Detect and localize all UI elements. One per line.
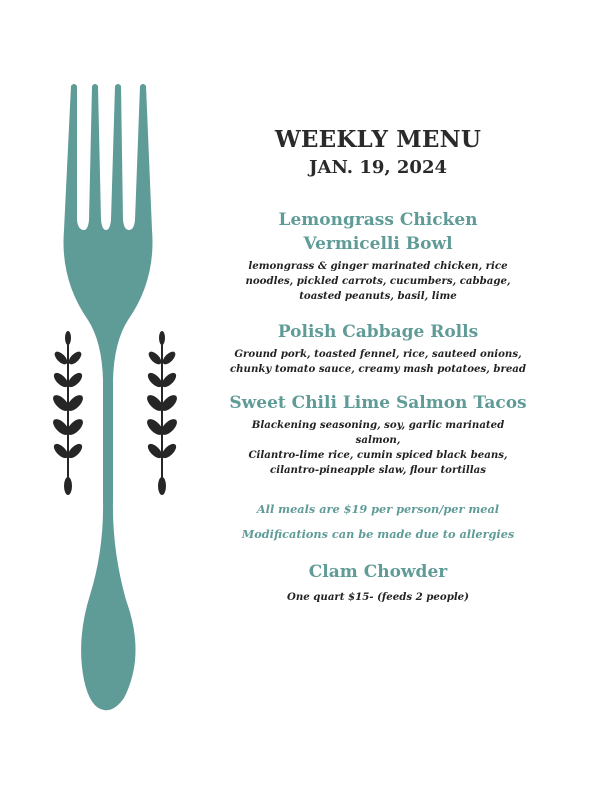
dish-name (228, 208, 528, 256)
menu-date: JAN. 19, 2024 (309, 157, 447, 178)
dish-name-line: Lemongrass Chicken (278, 210, 478, 230)
pricing-note: All meals are $19 per person/per meal (256, 502, 500, 516)
menu-item (228, 560, 528, 605)
dish-description: One quart $15- (feeds 2 people) (286, 591, 469, 603)
dish-description-line: Ground pork, toasted fennel, rice, sauteed onions, (234, 348, 522, 360)
dish-description-line: lemongrass & ginger marinated chicken, rice (248, 260, 508, 272)
dish-name: Sweet Chili Lime Salmon Tacos (229, 393, 527, 413)
menu-item (228, 320, 528, 377)
dish-name: Polish Cabbage Rolls (277, 322, 479, 342)
dish-description-line: cilantro-pineapple slaw, flour tortillas (270, 464, 486, 476)
menu-content (228, 126, 528, 605)
menu-item (228, 391, 528, 478)
dish-description-line: chunky tomato sauce, creamy mash potatoes, bread (229, 363, 527, 375)
menu-item (228, 208, 528, 304)
dish-name: Clam Chowder (308, 562, 448, 582)
dish-description-line: toasted peanuts, basil, lime (299, 290, 457, 302)
leaf-sprig-icon (53, 328, 83, 498)
dish-description (228, 418, 528, 478)
page-title: WEEKLY MENU (274, 126, 482, 153)
leaf-sprig-icon (147, 328, 177, 498)
dish-description-line: Cilantro-lime rice, cumin spiced black beans, (248, 449, 508, 461)
allergy-note: Modifications can be made due to allergies (241, 527, 515, 541)
dish-name-line: Vermicelli Bowl (303, 234, 453, 254)
dish-description-line: Blackening seasoning, soy, garlic marinated salmon, (251, 419, 505, 446)
dish-description (228, 259, 528, 304)
dish-description (228, 347, 528, 377)
dish-description-line: noodles, pickled carrots, cucumbers, cabbage, (245, 275, 511, 287)
